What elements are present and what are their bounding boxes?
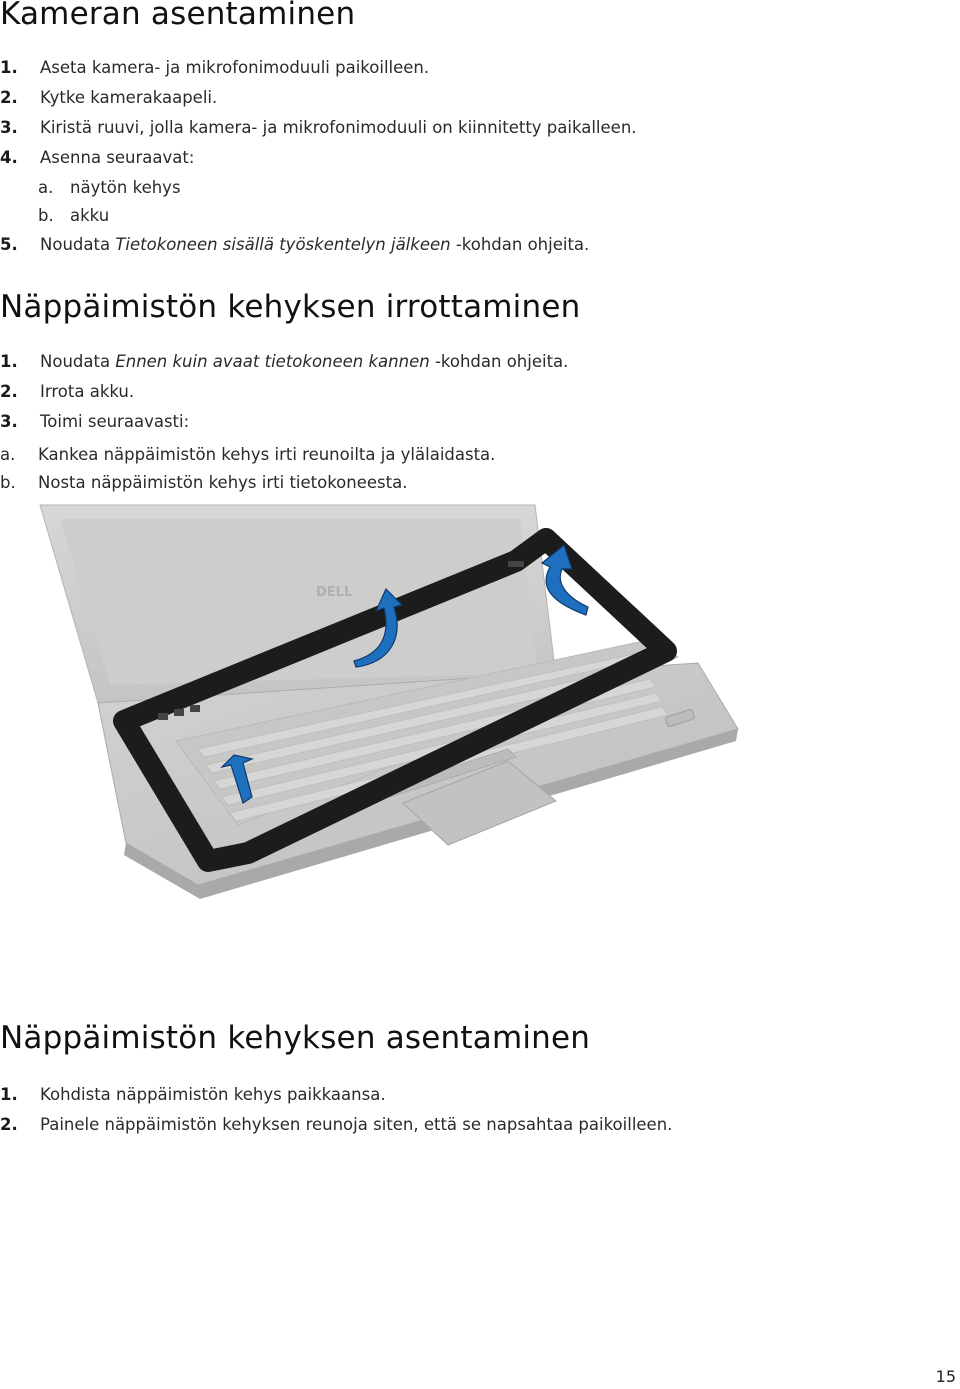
sub-step-text: näytön kehys xyxy=(70,178,181,197)
step-text-prefix: Noudata xyxy=(40,235,116,254)
sub-list-item xyxy=(0,471,407,495)
sub-step-letter: b. xyxy=(0,473,16,492)
sub-step-letter: a. xyxy=(0,445,16,464)
sub-list-item xyxy=(38,176,181,200)
step-text: Kytke kamerakaapeli. xyxy=(40,88,218,107)
step-number: 4. xyxy=(0,148,18,167)
sub-step-text: akku xyxy=(70,206,110,225)
sub-step-letter: a. xyxy=(38,178,54,197)
step-text: Kohdista näppäimistön kehys paikkaansa. xyxy=(40,1085,386,1104)
sub-step-letter: b. xyxy=(38,206,54,225)
step-number: 3. xyxy=(0,412,18,431)
step-number: 1. xyxy=(0,1085,18,1104)
sub-step-text: Nosta näppäimistön kehys irti tietokoneesta. xyxy=(38,473,408,492)
sub-list-item xyxy=(0,443,495,467)
laptop-keyboard-bezel-illustration xyxy=(38,503,743,978)
step-number: 5. xyxy=(0,235,18,254)
step-text-suffix: -kohdan ohjeita. xyxy=(429,352,569,371)
list-item xyxy=(0,86,217,110)
step-number: 1. xyxy=(0,58,18,77)
step-text: Painele näppäimistön kehyksen reunoja siten, että se napsahtaa paikoilleen. xyxy=(40,1115,673,1134)
section-title-bezel-removal: Näppäimistön kehyksen irrottaminen xyxy=(0,289,581,325)
list-item xyxy=(0,116,637,140)
cross-reference-link[interactable]: Tietokoneen sisällä työskentelyn jälkeen xyxy=(115,235,451,254)
section-title-camera-install: Kameran asentaminen xyxy=(0,0,356,32)
bezel-indicator xyxy=(508,561,524,567)
bezel-button xyxy=(190,705,200,712)
step-text: Kiristä ruuvi, jolla kamera- ja mikrofonimoduuli on kiinnitetty paikalleen. xyxy=(40,118,637,137)
step-text-suffix: -kohdan ohjeita. xyxy=(450,235,590,254)
sub-list-item xyxy=(38,204,109,228)
list-item xyxy=(0,350,568,374)
page-number: 15 xyxy=(935,1367,956,1386)
step-number: 2. xyxy=(0,1115,18,1134)
list-item xyxy=(0,56,429,80)
bezel-button xyxy=(174,709,184,716)
step-text: Asenna seuraavat: xyxy=(40,148,195,167)
bezel-button xyxy=(158,713,168,720)
cross-reference-link[interactable]: Ennen kuin avaat tietokoneen kannen xyxy=(115,352,430,371)
step-text: Toimi seuraavasti: xyxy=(40,412,190,431)
list-item xyxy=(0,1083,386,1107)
sub-step-text: Kankea näppäimistön kehys irti reunoilta ja ylälaidasta. xyxy=(38,445,496,464)
list-item xyxy=(0,233,589,257)
step-text: Aseta kamera- ja mikrofonimoduuli paikoilleen. xyxy=(40,58,430,77)
step-text: Irrota akku. xyxy=(40,382,135,401)
step-number: 1. xyxy=(0,352,18,371)
step-text-prefix: Noudata xyxy=(40,352,116,371)
section-title-bezel-install: Näppäimistön kehyksen asentaminen xyxy=(0,1020,591,1056)
list-item xyxy=(0,410,189,434)
list-item xyxy=(0,1113,672,1137)
step-number: 2. xyxy=(0,88,18,107)
step-number: 3. xyxy=(0,118,18,137)
list-item xyxy=(0,146,194,170)
list-item xyxy=(0,380,134,404)
dell-logo: DELL xyxy=(316,585,353,600)
step-number: 2. xyxy=(0,382,18,401)
